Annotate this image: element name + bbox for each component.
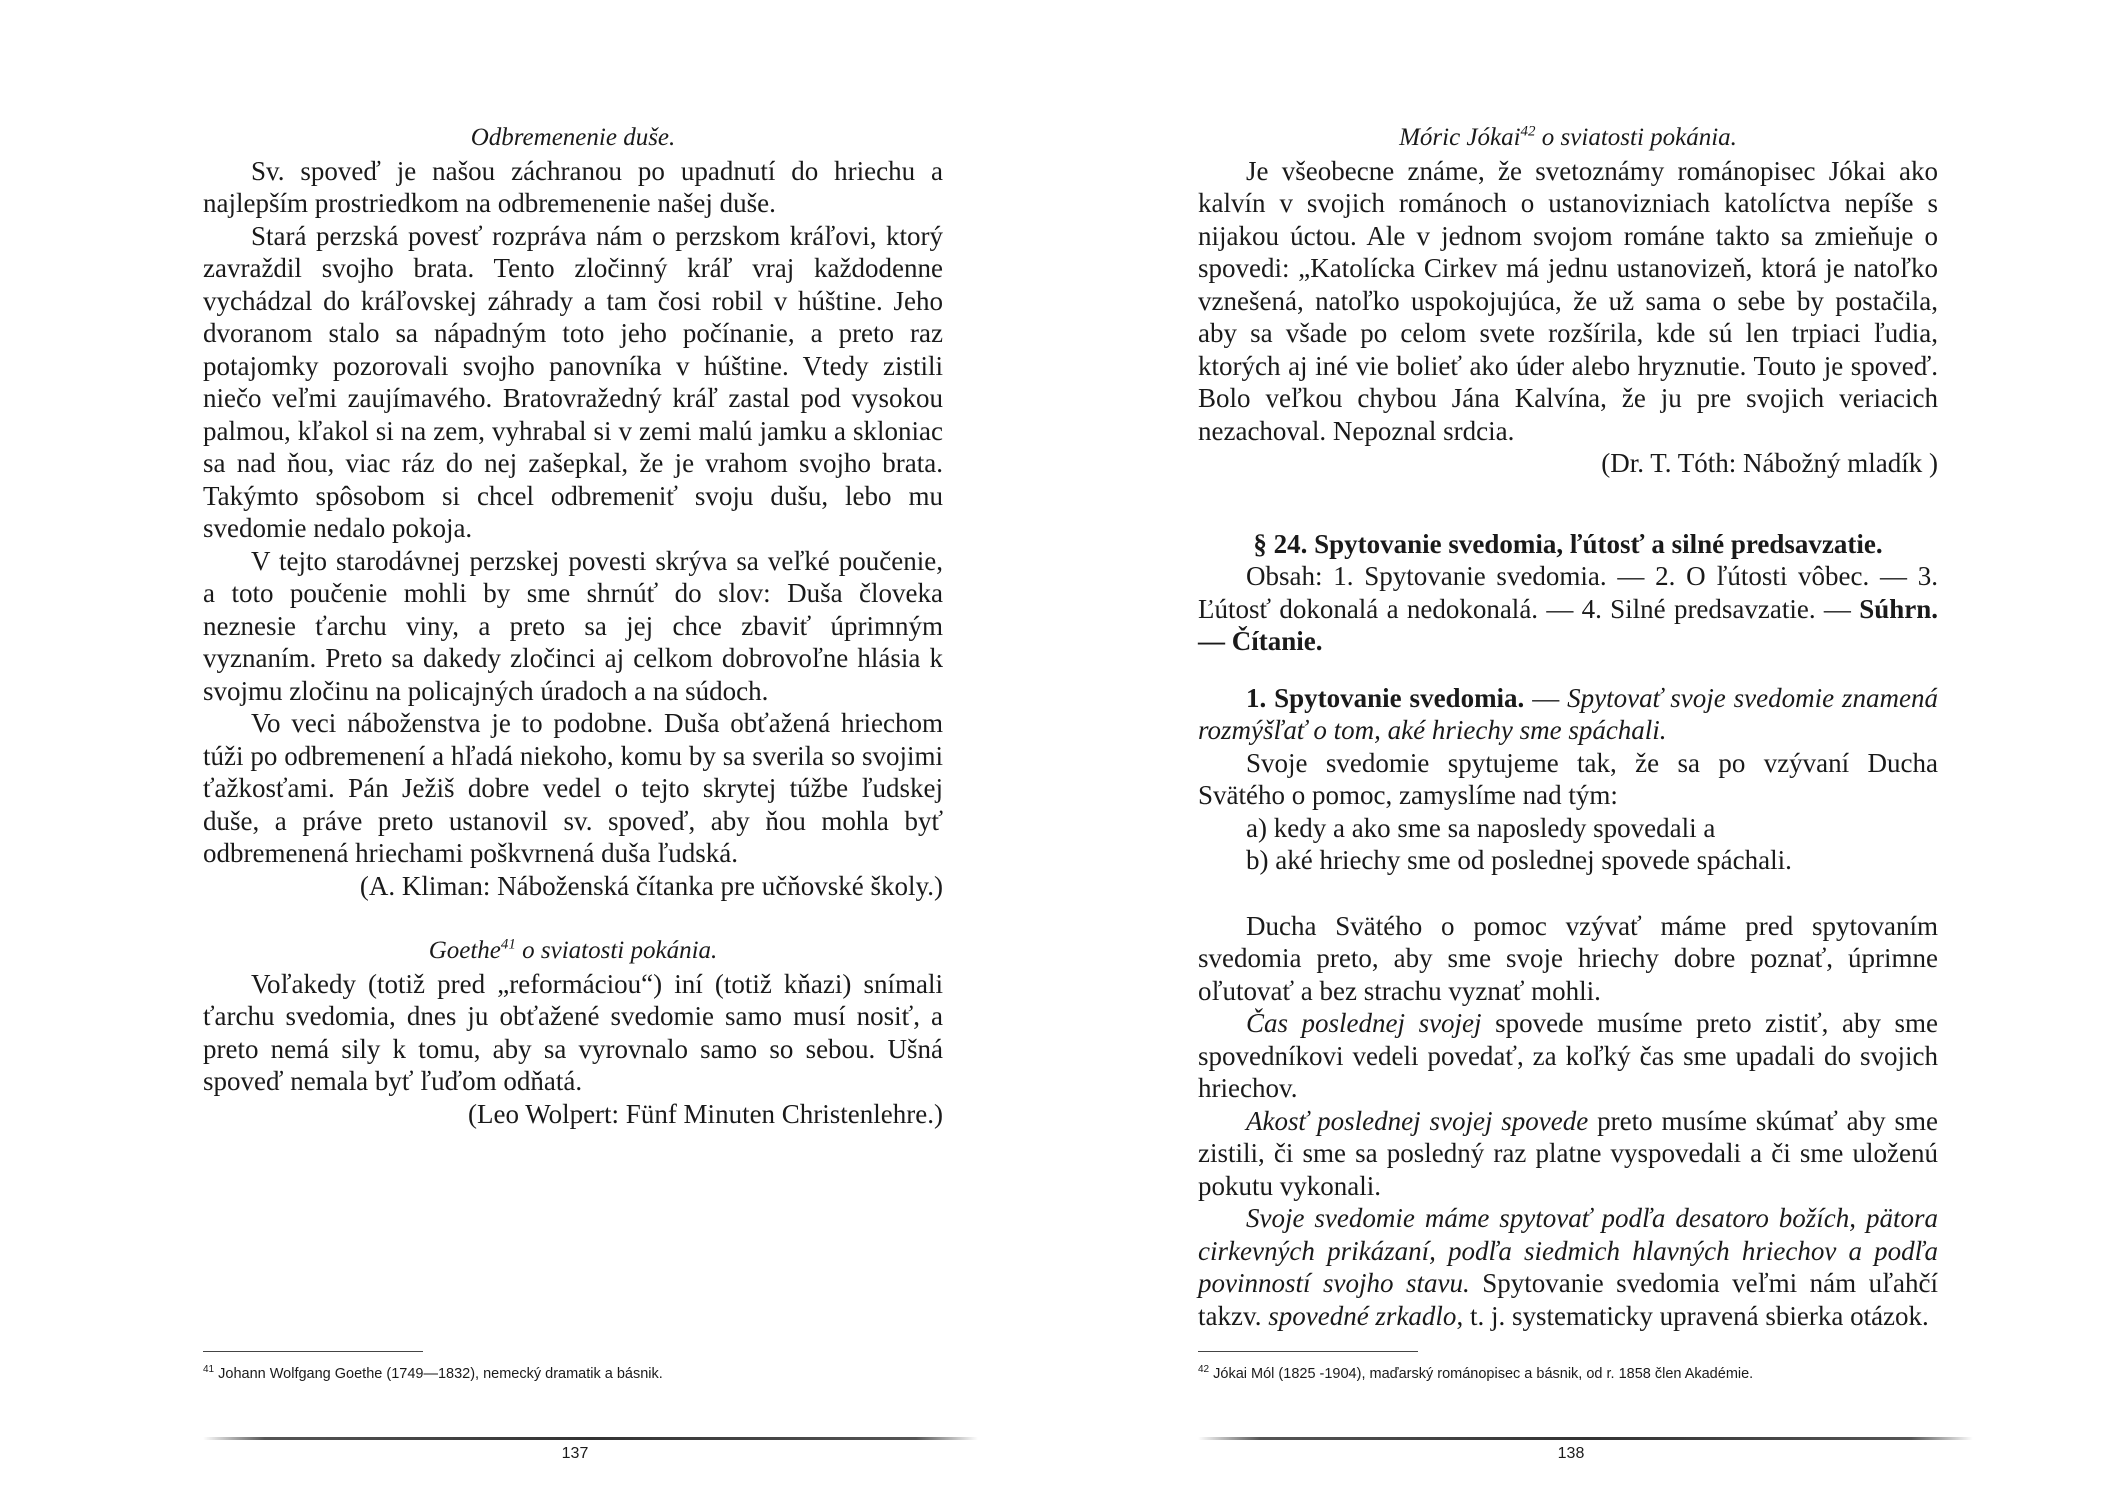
title-text: Móric Jókai [1399, 124, 1521, 151]
paragraph [1198, 682, 1938, 747]
paragraph-text: , t. j. systematicky upravená sbierka otázok. [1456, 1300, 1929, 1331]
footnote-ref[interactable]: 41 [500, 936, 516, 953]
page-footer-rule [203, 1437, 978, 1440]
contents-paragraph [1198, 560, 1938, 658]
title-text: o sviatosti pokánia. [1535, 124, 1737, 151]
paragraph-text: spovede musíme preto zistiť, aby sme spovedníkovi vedeli povedať, za koľký čas sme upadali do svojich hriechov. [1198, 1008, 1938, 1103]
title-text: Goethe [428, 937, 501, 964]
footnote [203, 1365, 663, 1383]
subsection-heading: 1. Spytovanie svedomia. [1246, 682, 1525, 713]
paragraph: V tejto starodávnej perzskej povesti skrýva sa veľké poučenie, a toto poučenie mohli by sme shrnúť do slov: Duša človeka neznesie ťarchu viny, a preto sa jej chce zbaviť úprimným vyznaním. Preto sa dakedy zločinci aj celkom dobrovoľne hlásia k svojmu zločinu na policajných úradoch a na súdoch. [203, 545, 943, 706]
paragraph: Stará perzská povesť rozpráva nám o perzskom kráľovi, ktorý zavraždil svojho brata. Tento zločinný kráľ vraj každodenne vychádzal do kráľovskej záhrady a tam čosi robil v húštine. Jeho dvoranom stalo sa nápadným toto jeho počínanie, a preto raz potajomky pozorovali svojho panovníka v húštine. Vtedy zistili niečo veľmi zaujímavého. Bratovražedný kráľ zastal pod vysokou palmou, kľakol si na zem, vyhrabal si v zemi malú jamku a skloniac sa nad ňou, viac ráz do nej zašepkal, že je vrahom svojho brata. Takýmto spôsobom si chcel odbremeniť svoju dušu, lebo mu svedomie nedalo pokoja. [203, 220, 943, 543]
contents-bold: Súhrn. — Čítanie. [1198, 593, 1939, 656]
footnote-separator [203, 1351, 423, 1352]
footnote-text: Jókai Mól (1825 -1904), maďarský románopisec a básnik, od r. 1858 člen Akadémie. [1209, 1366, 1754, 1382]
section-title [203, 935, 943, 968]
paragraph [1198, 1202, 1938, 1332]
paragraph: Sv. spoveď je našou záchranou po upadnutí do hriechu a najlepším prostriedkom na odbremenenie našej duše. [203, 155, 943, 218]
right-page [1061, 0, 2122, 1500]
footnote-number: 41 [203, 1364, 215, 1376]
right-text-block [1198, 122, 1938, 1332]
footnote-separator [1198, 1351, 1418, 1352]
source-citation: (Leo Wolpert: Fünf Minuten Christenlehre.) [468, 1098, 943, 1129]
page-number: 137 [561, 1445, 589, 1462]
footnote-ref[interactable]: 42 [1520, 123, 1536, 140]
emphasis: Čas poslednej svojej [1246, 1008, 1482, 1038]
page-footer-rule [1198, 1437, 1973, 1440]
left-text-block [203, 122, 943, 1130]
paragraph: Je všeobecne známe, že svetoznámy románopisec Jókai ako kalvín v svojich románoch o ustanovizniach katolíctva nepíše s nijakou úctou. Ale v jednom svojom románe takto sa zmieňuje o spovedi: „Katolícka Cirkev má jednu ustanovizeň, ktorá je natoľko vznešená, natoľko uspokojujúca, že už sama o sebe by postačila, aby sa všade po celom svete rozšírila, kde sú len trpiaci ľudia, ktorých aj iné vie bolieť ako úder alebo hryznutie. Touto je spoveď. Bolo veľkou chybou Jána Kalvína, že ju pre svojich veriacich nezachoval. Nepoznal srdcia. [1198, 155, 1938, 446]
footnote-number: 42 [1198, 1364, 1210, 1376]
emphasis: spovedné zrkadlo [1268, 1300, 1457, 1331]
emphasis: Akosť poslednej svojej spovede [1246, 1105, 1589, 1136]
paragraph [1198, 1007, 1938, 1105]
source-citation: (A. Kliman: Náboženská čítanka pre učňovské školy.) [359, 870, 943, 901]
paragraph: Ducha Svätého o pomoc vzývať máme pred spytovaním svedomia preto, aby sme svoje hriechy dobre poznať, úprimne oľutovať a bez strachu vyznať mohli. [1198, 910, 1938, 1006]
dash: — [1524, 682, 1568, 713]
paragraph [1198, 1105, 1938, 1203]
paragraph-text: Spytovanie svedomia veľmi nám uľahčí takzv. [1198, 1268, 1939, 1331]
emphasis: Svoje svedomie máme spytovať podľa desatoro božích, pätora cirkevných prikázaní, podľa siedmich hlavných hriechov a podľa povinností svojho stavu. [1198, 1203, 1938, 1298]
paragraph: Vo veci náboženstva je to podobne. Duša obťažená hriechom túži po odbremenení a hľadá niekoho, komu by sa sverila so svojimi ťažkosťami. Pán Ježiš dobre vedel o tejto skrytej túžbe ľudskej duše, a práve preto ustanovil sv. spoveď, aby ňou mohla byť odbremenená hriechami poškvrnená duša ľudská. [203, 708, 943, 868]
paragraph-text: preto musíme skúmať aby sme zistili, či sme sa posledný raz platne vyspovedali a či sme uloženú pokutu vykonali. [1198, 1105, 1938, 1201]
section-title: Odbremenenie duše. [470, 124, 676, 151]
chapter-heading: § 24. Spytovanie svedomia, ľútosť a silné predsavzatie. [1253, 528, 1883, 559]
footnote-text: Johann Wolfgang Goethe (1749—1832), nemecký dramatik a básnik. [214, 1366, 663, 1382]
paragraph: Svoje svedomie spytujeme tak, že sa po vzývaní Ducha Svätého o pomoc, zamyslíme nad tým: [1198, 747, 1938, 810]
contents-text: Obsah: 1. Spytovanie svedomia. — 2. O ľútosti vôbec. — 3. Ľútosť dokonalá a nedokonalá. — 4. Silné predsavzatie. — [1198, 561, 1938, 624]
page-number: 138 [1557, 1445, 1585, 1462]
source-citation: (Dr. T. Tóth: Nábožný mladík ) [1601, 448, 1938, 478]
paragraph: Voľakedy (totiž pred „reformáciou“) iní (totiž kňazi) snímali ťarchu svedomia, dnes ju obťažené svedomie samo musí nosiť, a preto nemá sily k tomu, aby sa vyrovnalo samo so sebou. Ušná spoveď nemala byť ľuďom odňatá. [203, 968, 943, 1096]
title-text: o sviatosti pokánia. [515, 937, 718, 964]
list-item: a) kedy a ako sme sa naposledy spovedali a [1246, 812, 1716, 843]
list-item: b) aké hriechy sme od poslednej spovede spáchali. [1246, 845, 1792, 875]
section-title [1198, 122, 1938, 155]
definition-text: Spytovať svoje svedomie znamená rozmýšľať o tom, aké hriechy sme spáchali. [1198, 682, 1939, 745]
footnote [1198, 1365, 1753, 1383]
